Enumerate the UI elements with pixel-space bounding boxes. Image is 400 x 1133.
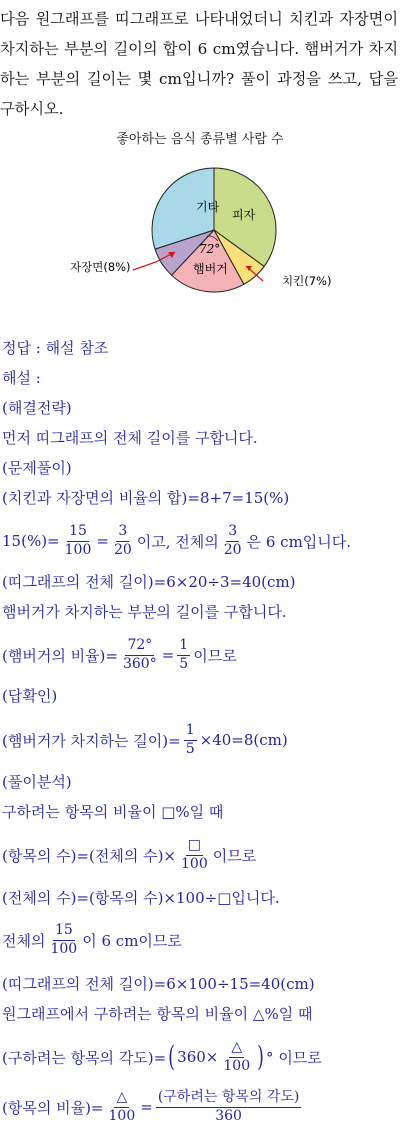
- denominator: 100: [50, 940, 78, 957]
- explanation-heading: 해설 :: [2, 368, 41, 387]
- analysis-line-1: 구하려는 항목의 비율이 □%일 때: [2, 802, 224, 821]
- chart-title: 좋아하는 음식 종류별 사람 수: [116, 132, 284, 147]
- solve-step-5: [2, 632, 237, 678]
- solve-step-3: (띠그래프의 전체 길이)=6×20÷3=40(cm): [2, 572, 296, 591]
- numerator: △: [229, 1040, 244, 1057]
- analysis8-text-a: (항목의 비율)=: [2, 1098, 104, 1117]
- denominator: 100: [223, 1057, 251, 1074]
- denominator: 5: [185, 740, 195, 757]
- denominator: 20: [223, 541, 242, 558]
- strategy-text: 먼저 띠그래프의 전체 길이를 구합니다.: [2, 428, 258, 447]
- check-step: [2, 717, 288, 763]
- problem-text: 다음 원그래프를 띠그래프로 나타내었더니 치킨과 자장면이 차지하는 부분의 길이의 합이 6 cm였습니다. 햄버거가 차지하는 부분의 길이는 몇 cm입니까? 풀이 과정을 쓰고, 답을 구하시오.: [0, 10, 398, 118]
- analysis-line-6: 원그래프에서 구하려는 항목의 비율이 △%일 때: [2, 1004, 313, 1023]
- analysis7-text-b: 360×: [177, 1048, 219, 1066]
- analysis-line-4: [2, 917, 182, 963]
- left-paren: (: [168, 1040, 175, 1073]
- fraction-15-100-b: [48, 923, 79, 957]
- denominator: 360: [215, 1107, 242, 1124]
- numerator: 3: [226, 524, 239, 541]
- slice-label-햄버거: 햄버거: [193, 262, 228, 276]
- solve-step-2: [2, 518, 351, 564]
- slice-label-기타: 기타: [196, 200, 220, 214]
- equals: =: [96, 532, 109, 550]
- fraction-15-100: [63, 524, 94, 558]
- equals: =: [140, 1098, 153, 1116]
- solve-step-4: 햄버거가 차지하는 부분의 길이를 구합니다.: [2, 602, 287, 621]
- numerator: 3: [116, 524, 129, 541]
- numerator: 72°: [125, 638, 154, 655]
- numerator: □: [186, 838, 203, 855]
- analysis7-text-c: ° 이므로: [266, 1048, 322, 1067]
- step5-text-b: 이므로: [193, 646, 237, 665]
- numerator: △: [114, 1090, 129, 1107]
- fraction-box-100: [179, 838, 210, 872]
- analysis-heading: (풀이분석): [2, 772, 72, 791]
- step2-text-a: 15(%)=: [2, 532, 60, 550]
- analysis-line-5: (띠그래프의 전체 길이)=6×100÷15=40(cm): [2, 974, 315, 993]
- solve-heading: (문제풀이): [2, 458, 72, 477]
- fraction-3-20-b: [222, 524, 244, 558]
- analysis-line-8: [2, 1084, 304, 1130]
- numerator: 15: [53, 923, 75, 940]
- step5-text-a: (햄버거의 비율)=: [2, 646, 118, 665]
- step2-text-c: 은 6 cm입니다.: [246, 532, 352, 551]
- numerator: 1: [177, 638, 190, 655]
- analysis-line-3: (전체의 수)=(항목의 수)×100÷□입니다.: [2, 888, 280, 907]
- fraction-1-5: [177, 638, 190, 672]
- numerator: 15: [67, 524, 89, 541]
- analysis7-text-a: (구하려는 항목의 각도)=: [2, 1048, 167, 1067]
- numerator: (구하려는 항목의 각도): [156, 1090, 302, 1107]
- step2-text-b: 이고, 전체의: [136, 532, 219, 551]
- denominator: 20: [113, 541, 132, 558]
- angle-annotation: 72°: [199, 242, 221, 256]
- slice-label-자장면: 자장면(8%): [70, 260, 131, 274]
- denominator: 5: [179, 655, 189, 672]
- analysis-line-7: [2, 1034, 322, 1080]
- fraction-triangle-100: [221, 1040, 252, 1074]
- strategy-heading: (해결전략): [2, 398, 72, 417]
- denominator: 100: [108, 1107, 136, 1124]
- denominator: 360°: [122, 655, 157, 672]
- check-text-b: ×40=8(cm): [199, 731, 288, 749]
- analysis-line-2: [2, 832, 256, 878]
- fraction-triangle-100-b: [107, 1090, 138, 1124]
- analysis4-text-a: 전체의: [2, 931, 46, 950]
- analysis2-text-a: (항목의 수)=(전체의 수)×: [2, 846, 177, 865]
- fraction-1-5-b: [184, 723, 197, 757]
- answer-line: 정답 : 해설 참조: [2, 338, 109, 357]
- solve-step-1: (치킨과 자장면의 비율의 합)=8+7=15(%): [2, 488, 290, 507]
- denominator: 100: [64, 541, 92, 558]
- fraction-72-360: [121, 638, 159, 672]
- right-paren: ): [257, 1040, 264, 1073]
- fraction-3-20: [112, 524, 134, 558]
- denominator: 100: [181, 855, 208, 872]
- numerator: 1: [184, 723, 197, 740]
- check-text-a: (햄버거가 차지하는 길이)=: [2, 731, 181, 750]
- pie-chart: [0, 150, 400, 300]
- fraction-angle-360: [156, 1090, 302, 1124]
- slice-label-치킨: 치킨(7%): [282, 274, 332, 288]
- analysis4-text-b: 이 6 cm이므로: [82, 931, 182, 950]
- analysis2-text-b: 이므로: [212, 846, 257, 865]
- slice-label-피자: 피자: [232, 208, 256, 222]
- check-heading: (답확인): [2, 686, 58, 705]
- equals: =: [161, 646, 175, 664]
